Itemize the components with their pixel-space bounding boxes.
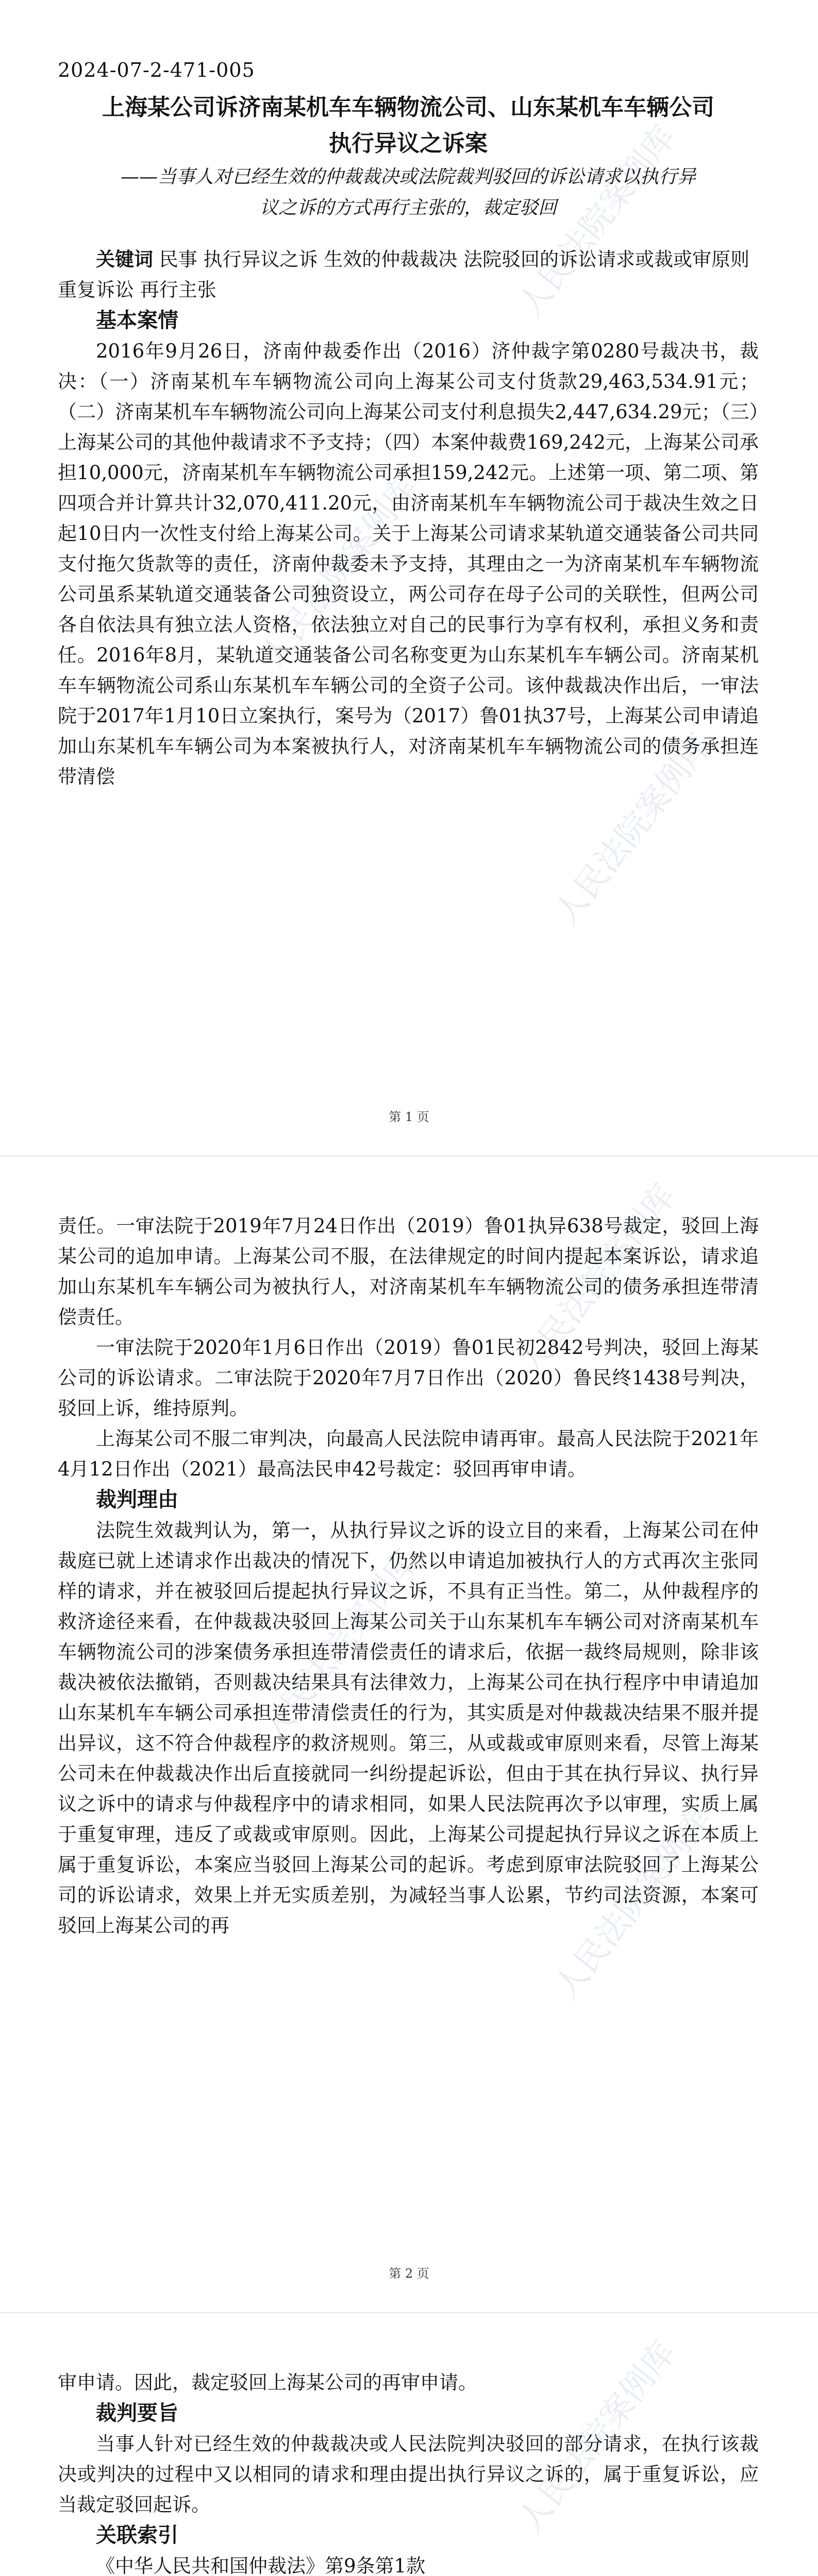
reasoning-paragraph: 法院生效裁判认为，第一，从执行异议之诉的设立目的来看，上海某公司在仲裁庭已就上述请求作出裁决的情况下，仍然以申请追加被执行人的方式再次主张同样的请求，并在被驳回后提起执行异议之诉，不具有正当性。第二，从仲裁程序的救济途径来看，在仲裁裁决驳回上海某公司关于山东某机车车辆公司对济南某机车车辆物流公司的涉案债务承担连带清偿责任的请求后，依据一裁终局规则，除非该裁决被依法撤销，否则裁决结果具有法律效力，上海某公司在执行程序中申请追加山东某机车车辆公司承担连带清偿责任的行为，其实质是对仲裁裁决结果不服并提出异议，这不符合仲裁程序的救济规则。第三，从或裁或审原则来看，尽管上海某公司未在仲裁裁决作出后直接就同一纠纷提起诉讼，但由于其在执行异议、执行异议之诉中的请求与仲裁程序中的请求相同，如果人民法院再次予以审理，实质上属于重复审理，违反了或裁或审原则。因此，上海某公司提起执行异议之诉在本质上属于重复诉讼，本案应当驳回上海某公司的起诉。考虑到原审法院驳回了上海某公司的诉讼请求，效果上并无实质差别，为减轻当事人讼累，节约司法资源，本案可驳回上海某公司的再: [58, 1519, 759, 1937]
section-heading-related-index: 关联索引: [96, 2523, 178, 2547]
keywords: [58, 244, 759, 305]
case-subtitle-line2: 议之诉的方式再行主张的，裁定驳回: [259, 197, 557, 218]
page3-content: [58, 2367, 759, 2576]
watermark: 人民法院案例库: [511, 2334, 683, 2539]
document-page-2: [0, 1157, 818, 2313]
watermark: 人民法院案例库: [253, 469, 426, 674]
page-number: 第 2 页: [389, 2266, 429, 2281]
document-page-3: [0, 2313, 818, 2576]
trial-history-paragraph: 一审法院于2020年1月6日作出（2019）鲁01民初2842号判决，驳回上海某公司的诉讼请求。二审法院于2020年7月7日作出（2020）鲁民终1438号判决，驳回上诉，维持原判。: [58, 1336, 759, 1419]
case-subtitle-line1: ——当事人对已经生效的仲裁裁决或法院裁判驳回的诉讼请求以执行异: [120, 166, 696, 188]
watermark: 人民法院案例库: [511, 1177, 683, 1383]
document-page-1: [0, 0, 818, 1157]
basic-facts-paragraph: 2016年9月26日，济南仲裁委作出（2016）济仲裁字第0280号裁决书，裁决：（一）济南某机车车辆物流公司向上海某公司支付货款29,463,534.91元；（二）济南某机车车辆物流公司向上海某公司支付利息损失2,447,634.29元；（三）上海某公司的其他仲裁请求不予支持；（四）本案仲裁费169,242元，上海某公司承担10,000元，济南某机车车辆物流公司承担159,242元。上述第一项、第二项、第四项合并计算共计32,070,411.20元，由济南某机车车辆物流公司于裁决生效之日起10日内一次性支付给上海某公司。关于上海某公司请求某轨道交通装备公司共同支付拖欠货款等的责任，济南仲裁委未予支持，其理由之一为济南某机车车辆物流公司虽系某轨道交通装备公司独资设立，两公司存在母子公司的关联性，但两公司各自依法具有独立法人资格，依法独立对自己的民事行为享有权利，承担义务和责任。2016年8月，某轨道交通装备公司名称变更为山东某机车车辆公司。济南某机车车辆物流公司系山东某机车车辆公司的全资子公司。该仲裁裁决作出后，一审法院于2017年1月10日立案执行，案号为（2017）鲁01执37号，上海某公司申请追加山东某机车车辆公司为本案被执行人，对济南某机车车辆物流公司的债务承担连带清偿: [58, 340, 759, 788]
page1-content: [58, 57, 759, 792]
reasoning-continued: 审申请。因此，裁定驳回上海某公司的再审申请。: [58, 2371, 477, 2394]
section-heading-basic-facts: 基本案情: [96, 309, 178, 332]
case-title-line2: 执行异议之诉案: [329, 130, 488, 157]
watermark: 人民法院案例库: [511, 118, 683, 324]
keywords-label: 关键词: [96, 248, 153, 270]
watermark: 人民法院案例库: [253, 1543, 426, 1749]
page-number: 第 1 页: [389, 1110, 429, 1124]
section-heading-key-points: 裁判要旨: [96, 2401, 178, 2425]
page2-content: [58, 1211, 759, 1941]
case-number: 2024-07-2-471-005: [58, 59, 255, 81]
keywords-text: 民事 执行异议之诉 生效的仲裁裁决 法院驳回的诉讼请求或裁或审原则 重复诉讼 再行主张: [58, 248, 750, 301]
case-title-line1: 上海某公司诉济南某机车车辆物流公司、山东某机车车辆公司: [102, 94, 714, 121]
watermark: 人民法院案例库: [547, 1801, 720, 2006]
reference-item: 《中华人民共和国仲裁法》第9条第1款: [96, 2555, 426, 2576]
section-heading-reasoning: 裁判理由: [96, 1488, 178, 1512]
key-points-paragraph: 当事人针对已经生效的仲裁裁决或人民法院判决驳回的部分请求，在执行该裁决或判决的过程中又以相同的请求和理由提出执行异议之诉的，属于重复诉讼，应当裁定驳回起诉。: [58, 2433, 759, 2516]
watermark: 人民法院案例库: [547, 726, 720, 932]
basic-facts-continued: 责任。一审法院于2019年7月24日作出（2019）鲁01执异638号裁定，驳回上海某公司的追加申请。上海某公司不服，在法律规定的时间内提起本案诉讼，请求追加山东某机车车辆公司为被执行人，对济南某机车车辆物流公司的债务承担连带清偿责任。: [58, 1215, 759, 1328]
retrial-paragraph: 上海某公司不服二审判决，向最高人民法院申请再审。最高人民法院于2021年4月12日作出（2021）最高法民申42号裁定：驳回再审申请。: [58, 1428, 759, 1480]
